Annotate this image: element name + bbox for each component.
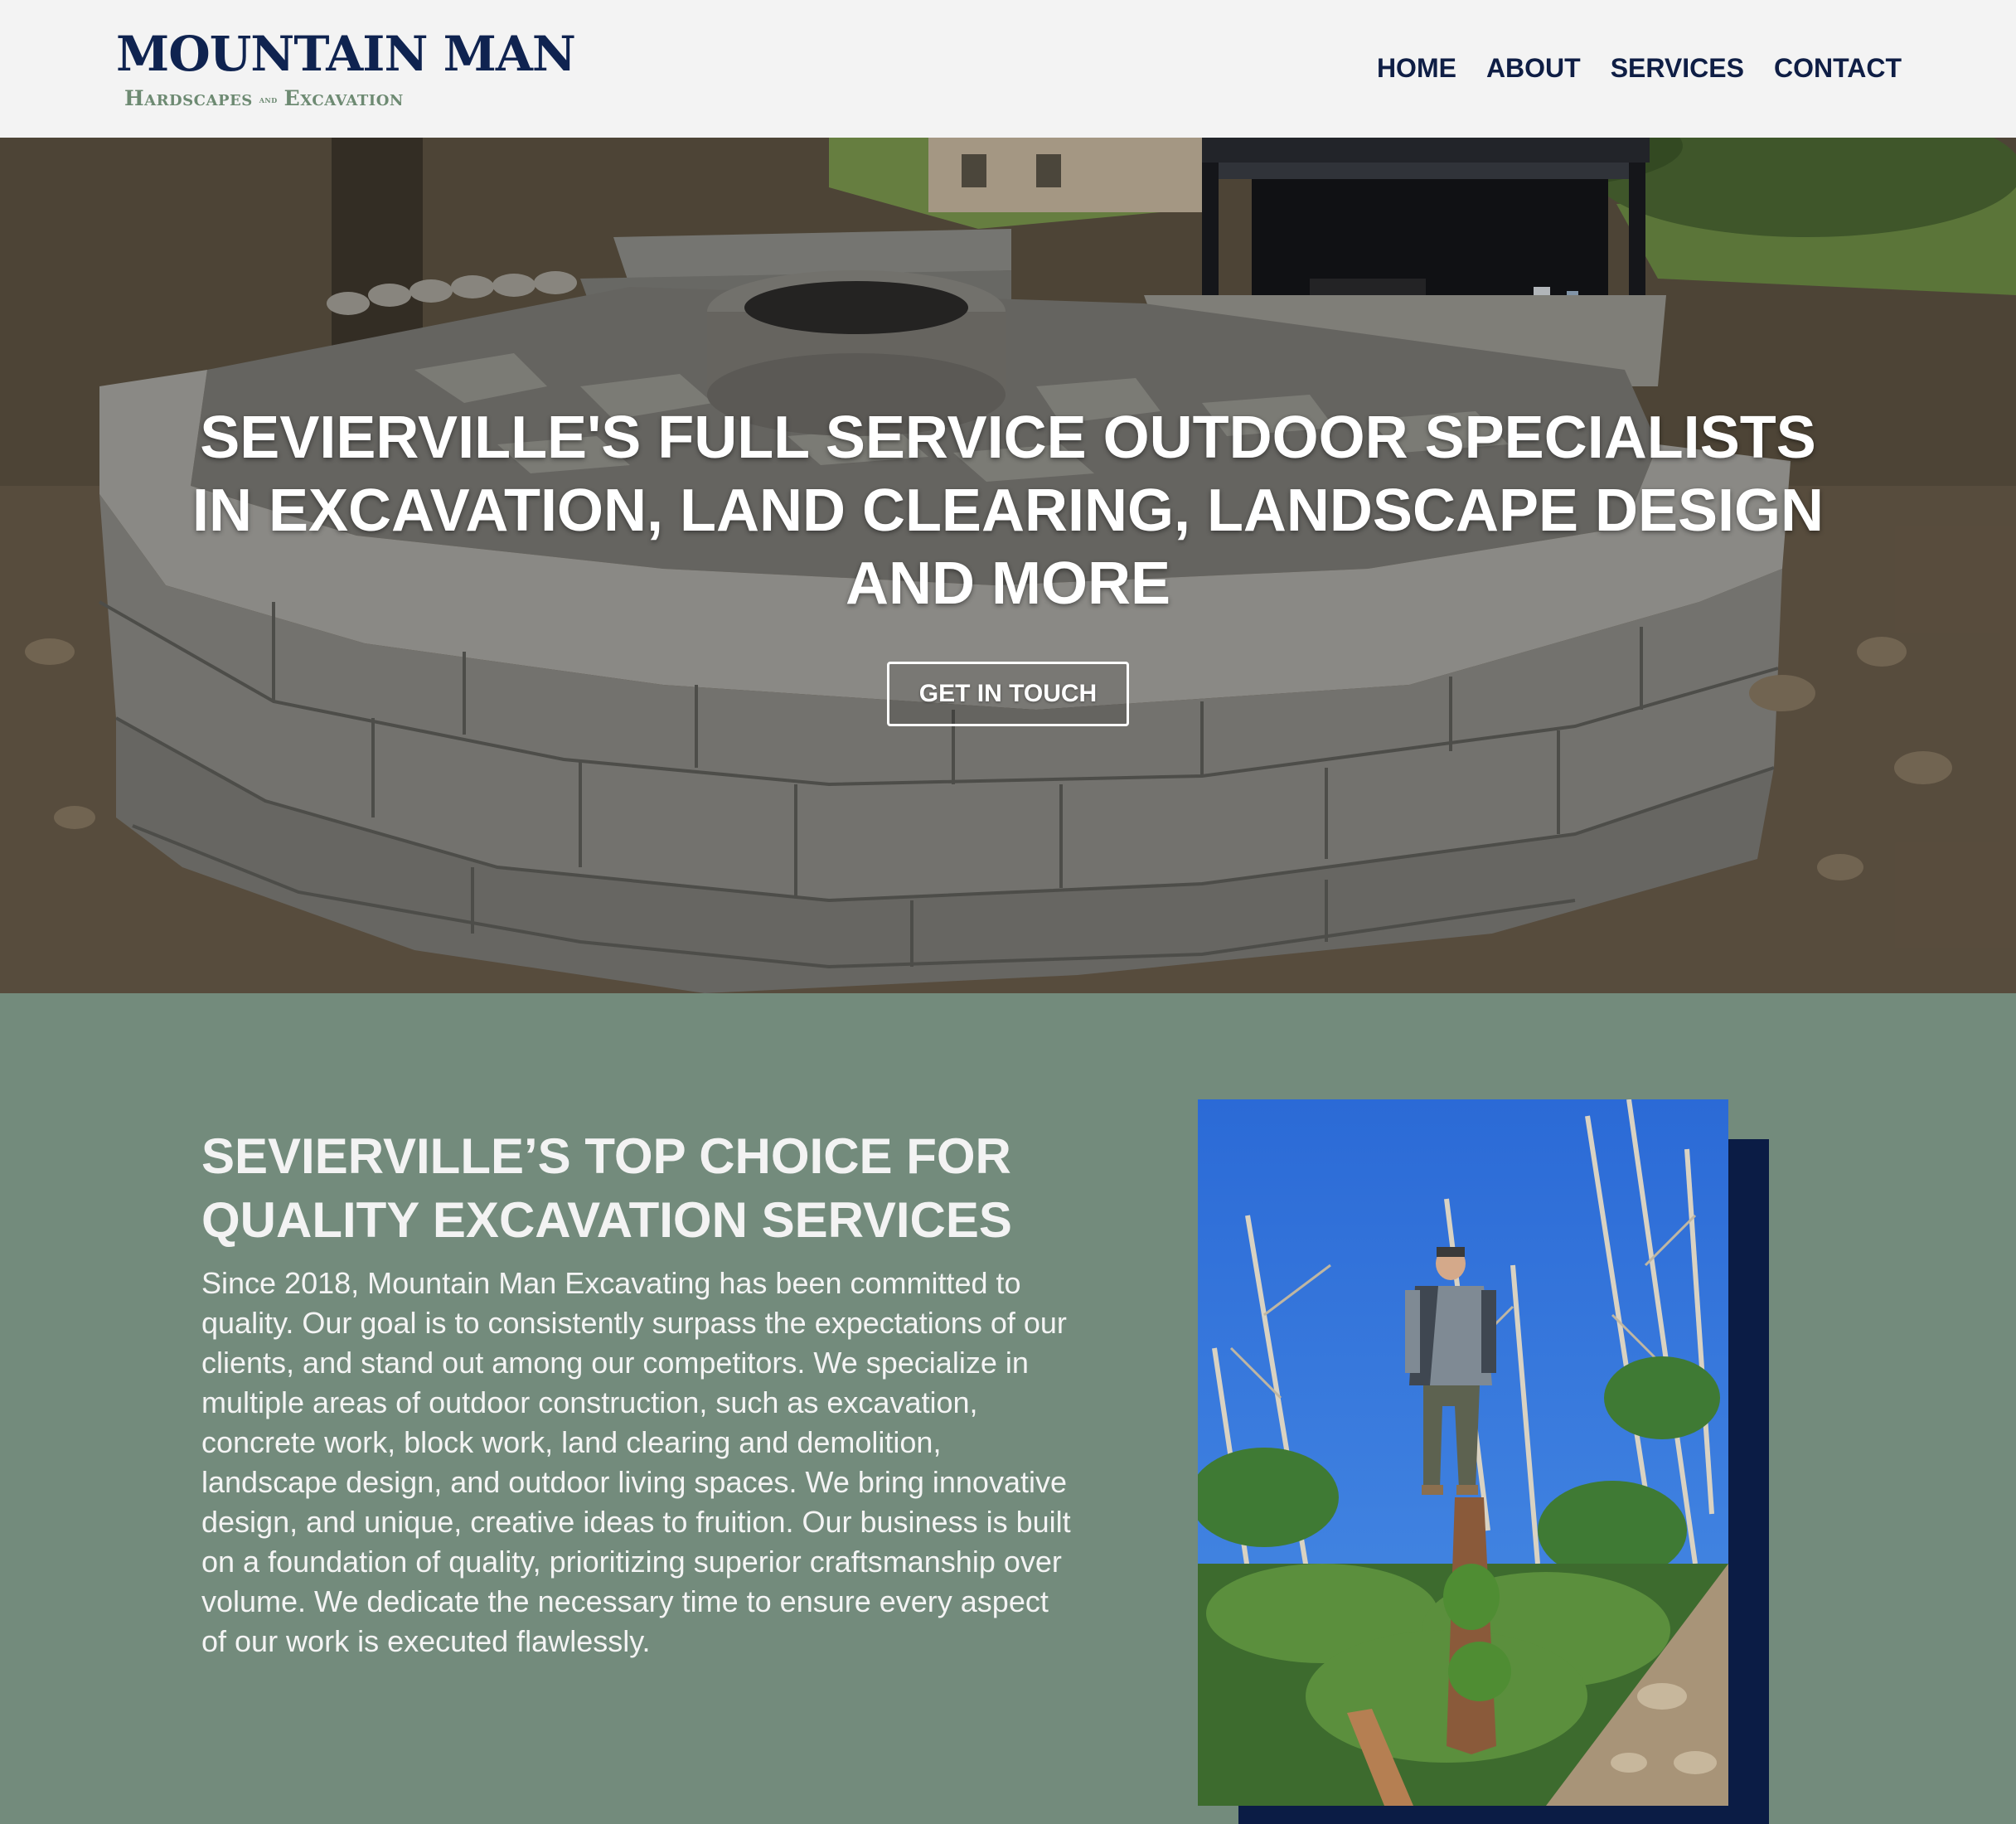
get-in-touch-button[interactable]: GET IN TOUCH (887, 662, 1129, 726)
logo-tagline-left: Hardscapes (124, 86, 253, 110)
about-section (0, 993, 2016, 1824)
nav-about[interactable]: ABOUT (1485, 53, 1581, 83)
nav-home[interactable]: HOME (1376, 53, 1456, 83)
hero-section (0, 138, 2016, 993)
hero-title: SEVIERVILLE'S FULL SERVICE OUTDOOR SPECIALISTS IN EXCAVATION, LAND CLEARING, LANDSCAPE DESIGN AND MORE (191, 405, 1825, 617)
about-title: SEVIERVILLE’S TOP CHOICE FOR QUALITY EXCAVATION SERVICES (201, 1128, 1012, 1248)
worker-on-stump-photo (1198, 1099, 1728, 1806)
site-header (0, 0, 2016, 138)
logo-wordmark: MOUNTAIN MAN (116, 26, 575, 82)
about-body: Since 2018, Mountain Man Excavating has been committed to quality. Our goal is to consistently surpass the expectations of our clients, and stand out among our competitors. We specialize in multiple areas of outdoor construction, such as excavation, concrete work, block work, land clearing and demolition, landscape design, and outdoor living spaces. We bring innovative design, and unique, creative ideas to fruition. Our business is built on a foundation of quality, prioritizing superior craftsmanship over volume. We dedicate the necessary time to ensure every aspect of our work is executed flawlessly. (201, 1266, 1071, 1658)
nav-contact[interactable]: CONTACT (1773, 53, 1902, 83)
main-nav (1377, 50, 1902, 86)
logo-tagline-right: Excavation (284, 86, 404, 110)
site-logo[interactable] (116, 25, 575, 116)
logo-tagline (124, 86, 404, 113)
logo-tagline-and: and (259, 94, 278, 105)
nav-services[interactable]: SERVICES (1610, 53, 1744, 83)
